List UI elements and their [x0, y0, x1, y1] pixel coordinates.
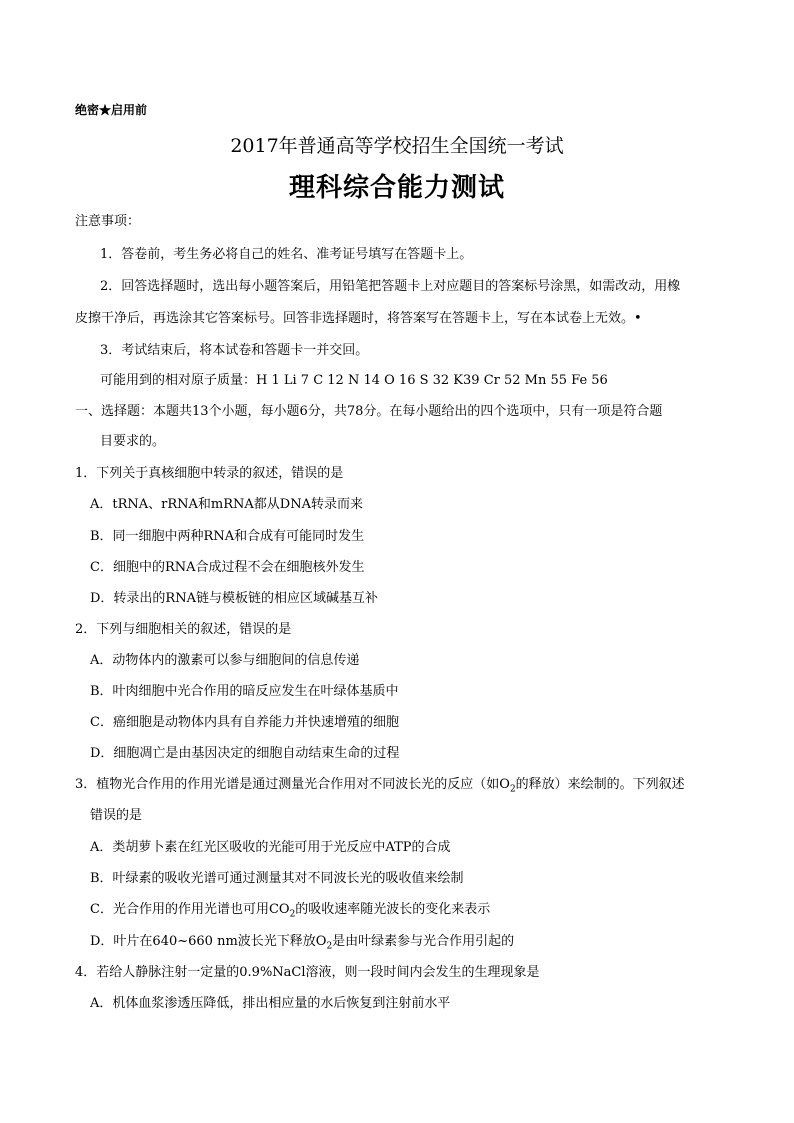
question-1-option-b: B．同一细胞中两种RNA和合成有可能同时发生	[90, 529, 365, 544]
option-text-2: 的吸收速率随光波长的变化来表示	[295, 902, 491, 917]
question-4-stem: 4．若给人静脉注射一定量的0.9%NaCl溶液，则一段时间内会发生的生理现象是	[75, 965, 540, 980]
note-3: 3．考试结束后，将本试卷和答题卡一并交回。	[100, 343, 369, 358]
subscript: 2	[326, 941, 333, 952]
question-1-stem: 1．下列关于真核细胞中转录的叙述，错误的是	[75, 466, 344, 481]
option-text-2: 是由叶绿素参与光合作用引起的	[332, 934, 515, 949]
subscript: 2	[509, 784, 516, 795]
question-1-option-d: D．转录出的RNA链与模板链的相应区域碱基互补	[90, 591, 378, 606]
question-3-stem-text-2: 的释放）来绘制的。下列叙述	[515, 777, 685, 792]
section-instructions-line-1: 一、选择题：本题共13个小题，每小题6分，共78分。在每小题给出的四个选项中，只有一项是符合题	[75, 404, 663, 419]
exam-subtitle: 理科综合能力测试	[288, 173, 505, 203]
option-text: C．光合作用的作用光谱也可用CO	[90, 902, 290, 917]
question-2-stem: 2．下列与细胞相关的叙述，错误的是	[75, 622, 292, 637]
exam-title: 2017年普通高等学校招生全国统一考试	[230, 135, 564, 157]
question-3-option-d	[90, 934, 514, 950]
question-1-option-a: A．tRNA、rRNA和mRNA都从DNA转录而来	[90, 497, 363, 512]
question-3-stem-text: 3．植物光合作用的作用光谱是通过测量光合作用对不同波长光的反应（如O	[75, 777, 510, 792]
question-2-option-d: D．细胞凋亡是由基因决定的细胞自动结束生命的过程	[90, 746, 400, 761]
question-3-option-c	[90, 902, 490, 918]
notes-heading: 注意事项：	[75, 214, 141, 229]
section-instructions-line-2: 目要求的。	[100, 434, 166, 449]
question-2-option-a: A．动物体内的激素可以参与细胞间的信息传递	[90, 653, 360, 668]
note-1: 1．答卷前，考生务必将自己的姓名、准考证号填写在答题卡上。	[100, 247, 473, 262]
question-1-option-c: C．细胞中的RNA合成过程不会在细胞核外发生	[90, 560, 365, 575]
question-3-stem	[75, 777, 685, 793]
question-3-stem-line-2: 错误的是	[90, 808, 143, 823]
subscript: 2	[289, 909, 296, 920]
question-3-option-a: A．类胡萝卜素在红光区吸收的光能可用于光反应中ATP的合成	[90, 840, 451, 855]
question-4-option-a: A．机体血浆渗透压降低，排出相应量的水后恢复到注射前水平	[90, 996, 451, 1011]
note-2-line-2: 皮擦干净后，再选涂其它答案标号。回答非选择题时，将答案写在答题卡上，写在本试卷上无效。•	[75, 311, 642, 326]
note-2-line-1: 2．回答选择题时，选出每小题答案后，用铅笔把答题卡上对应题目的答案标号涂黑，如需改动，用橡	[100, 279, 681, 294]
question-2-option-b: B．叶肉细胞中光合作用的暗反应发生在叶绿体基质中	[90, 684, 399, 699]
atomic-masses: 可能用到的相对原子质量：H 1 Li 7 C 12 N 14 O 16 S 32 K39 Cr 52 Mn 55 Fe 56	[100, 373, 608, 388]
confidential-mark: 绝密★启用前	[75, 103, 148, 117]
question-3-option-b: B．叶绿素的吸收光谱可通过测量其对不同波长光的吸收值来绘制	[90, 871, 464, 886]
question-2-option-c: C．癌细胞是动物体内具有自养能力并快速增殖的细胞	[90, 715, 399, 730]
option-text: D．叶片在640~660 nm波长光下释放O	[90, 934, 327, 949]
